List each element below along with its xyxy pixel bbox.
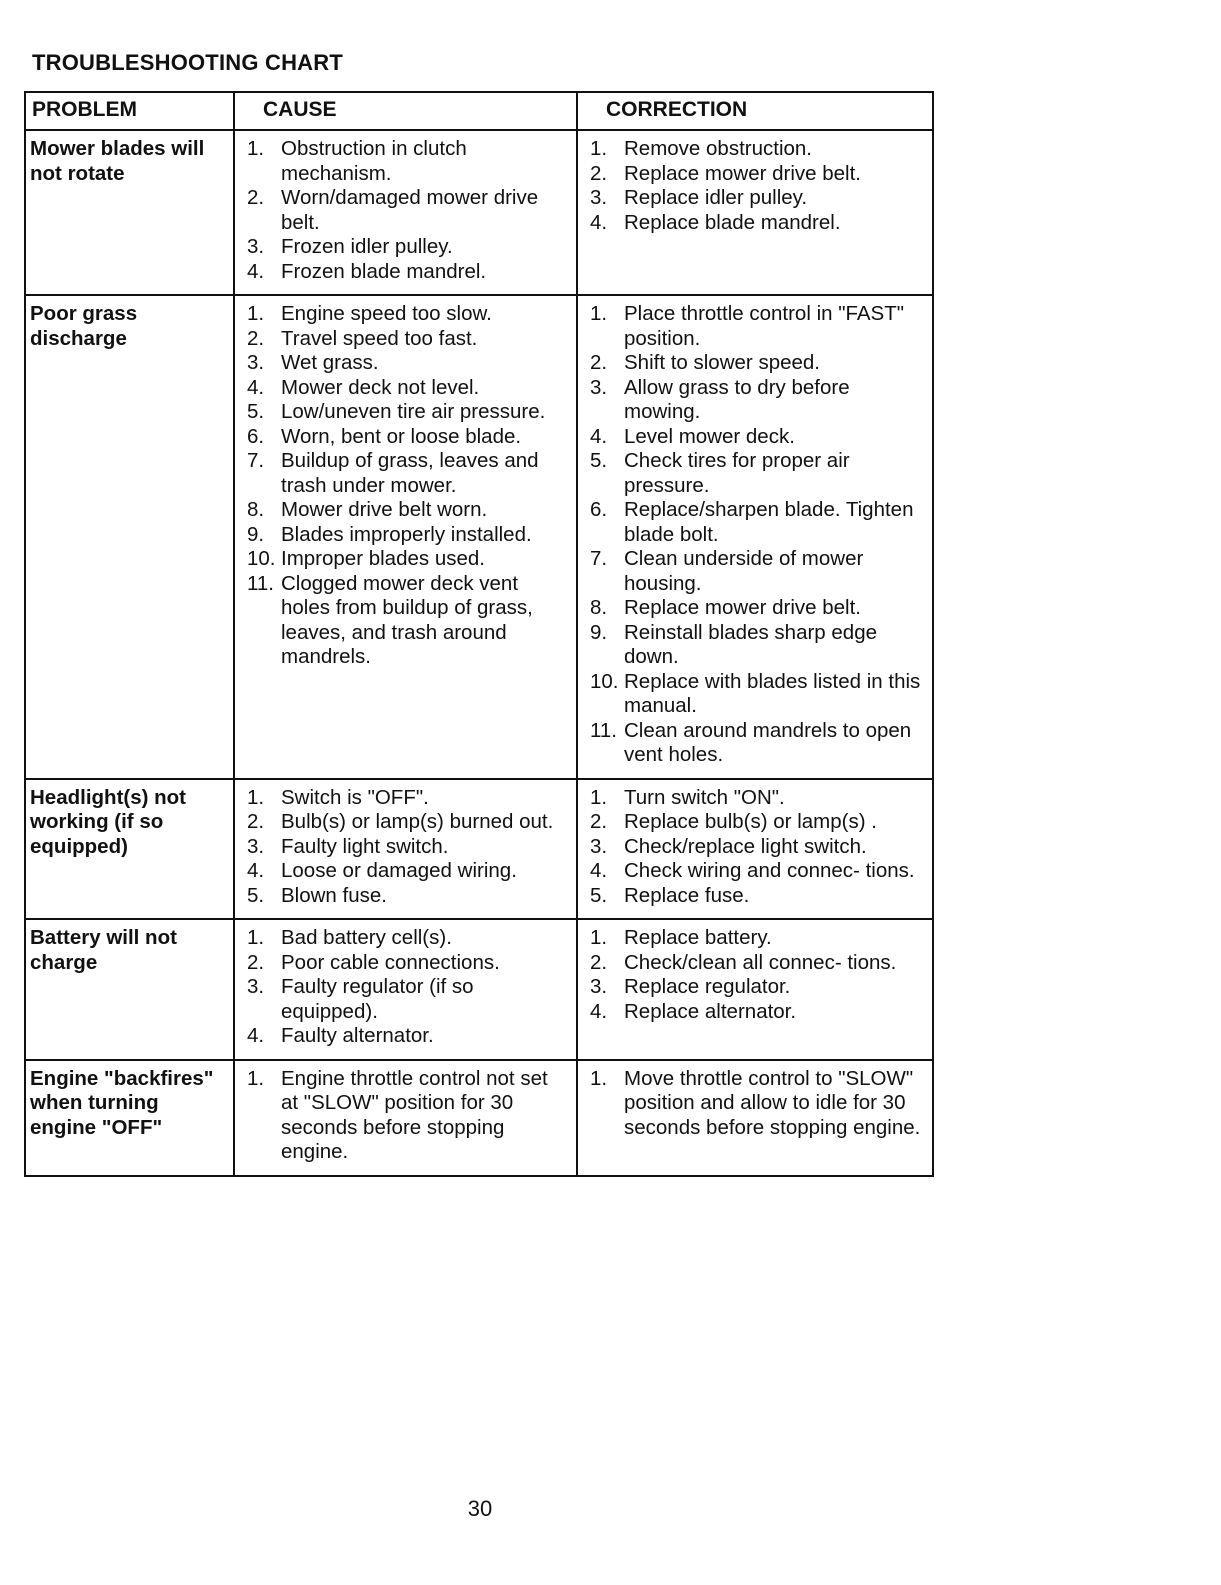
correction-item bbox=[584, 786, 926, 811]
correction-item bbox=[584, 162, 926, 187]
correction-item-number: 4. bbox=[590, 424, 608, 448]
cause-item-text: Worn, bent or loose blade. bbox=[281, 424, 522, 448]
cause-item-text: Mower deck not level. bbox=[281, 375, 480, 399]
cause-item bbox=[241, 302, 570, 327]
correction-item bbox=[584, 137, 926, 162]
correction-item-text: Replace bulb(s) or lamp(s) . bbox=[624, 810, 877, 833]
correction-item bbox=[584, 547, 926, 596]
cause-item-text: Switch is "OFF". bbox=[281, 785, 429, 809]
cause-item-text: Bulb(s) or lamp(s) burned out. bbox=[281, 810, 554, 833]
correction-item-number: 2. bbox=[590, 810, 608, 833]
table-row bbox=[25, 295, 933, 779]
cause-item-number: 5. bbox=[247, 400, 265, 423]
cause-item-text: Faulty alternator. bbox=[281, 1024, 434, 1047]
cause-item bbox=[241, 449, 570, 498]
cause-item-text: Wet grass. bbox=[281, 351, 379, 374]
correction-item-number: 1. bbox=[590, 785, 608, 809]
correction-item-number: 1. bbox=[590, 1066, 608, 1090]
page-number: 30 bbox=[467, 1496, 493, 1521]
cause-item bbox=[241, 186, 570, 235]
cause-item bbox=[241, 859, 570, 884]
correction-item bbox=[584, 621, 926, 670]
cause-item-text: Frozen idler pulley. bbox=[281, 235, 453, 258]
cause-cell bbox=[234, 779, 577, 920]
correction-item bbox=[584, 302, 926, 351]
correction-item bbox=[584, 1000, 926, 1025]
correction-item bbox=[584, 449, 926, 498]
correction-item-number: 8. bbox=[590, 596, 608, 619]
cause-item-text: Mower drive belt worn. bbox=[281, 498, 488, 521]
correction-item bbox=[584, 951, 926, 976]
correction-item-number: 2. bbox=[590, 161, 608, 185]
correction-item-number: 4. bbox=[590, 859, 608, 882]
correction-item-text: Replace idler pulley. bbox=[624, 186, 808, 209]
correction-item-text: Turn switch "ON". bbox=[624, 785, 785, 809]
cause-item bbox=[241, 884, 570, 909]
correction-item-number: 1. bbox=[590, 137, 608, 160]
correction-item-text: Replace mower drive belt. bbox=[624, 596, 861, 619]
correction-item-text: Replace blade mandrel. bbox=[624, 210, 841, 234]
cause-item bbox=[241, 327, 570, 352]
correction-item bbox=[584, 425, 926, 450]
correction-list bbox=[584, 137, 926, 235]
correction-item bbox=[584, 859, 926, 884]
cause-list bbox=[241, 926, 570, 1049]
cause-item-number: 4. bbox=[247, 1024, 265, 1047]
cause-item-text: Blades improperly installed. bbox=[281, 522, 532, 546]
correction-list bbox=[584, 1067, 926, 1141]
cause-item bbox=[241, 400, 570, 425]
correction-item bbox=[584, 975, 926, 1000]
table-row bbox=[25, 1060, 933, 1176]
correction-item-text: Replace with blades listed in this manual. bbox=[624, 669, 921, 717]
correction-item-text: Clean around mandrels to open vent holes. bbox=[624, 718, 912, 766]
cause-cell bbox=[234, 919, 577, 1060]
cause-item-text: Clogged mower deck vent holes from buildup of grass, leaves, and trash around mandrels. bbox=[281, 571, 533, 668]
cause-item-number: 2. bbox=[247, 810, 265, 833]
cause-item bbox=[241, 786, 570, 811]
cause-list bbox=[241, 137, 570, 284]
correction-item-text: Replace mower drive belt. bbox=[624, 161, 861, 185]
header-row bbox=[25, 92, 933, 130]
cause-item bbox=[241, 260, 570, 285]
correction-item-number: 3. bbox=[590, 375, 608, 399]
cause-item-text: Loose or damaged wiring. bbox=[281, 859, 517, 882]
cause-item-text: Travel speed too fast. bbox=[281, 326, 478, 350]
cause-item-number: 1. bbox=[247, 785, 265, 809]
header-problem: PROBLEM bbox=[25, 92, 234, 130]
header-correction: CORRECTION bbox=[577, 92, 933, 130]
correction-item bbox=[584, 1067, 926, 1141]
correction-item-number: 4. bbox=[590, 210, 608, 234]
correction-item-text: Replace fuse. bbox=[624, 883, 750, 907]
correction-item-text: Remove obstruction. bbox=[624, 137, 813, 160]
correction-item-number: 11. bbox=[590, 718, 617, 742]
correction-cell bbox=[577, 919, 933, 1060]
correction-cell bbox=[577, 1060, 933, 1176]
correction-item-number: 3. bbox=[590, 186, 608, 209]
cause-item bbox=[241, 137, 570, 186]
correction-item-number: 6. bbox=[590, 498, 608, 521]
cause-item bbox=[241, 951, 570, 976]
cause-item-text: Blown fuse. bbox=[281, 883, 387, 907]
correction-cell bbox=[577, 779, 933, 920]
correction-item-text: Check/replace light switch. bbox=[624, 834, 867, 858]
cause-item bbox=[241, 425, 570, 450]
correction-item bbox=[584, 810, 926, 835]
cause-item-number: 2. bbox=[247, 186, 265, 209]
cause-item-number: 1. bbox=[247, 1066, 265, 1090]
correction-item-number: 1. bbox=[590, 926, 608, 949]
problem-cell: Battery will not charge bbox=[25, 919, 234, 1060]
cause-item bbox=[241, 810, 570, 835]
correction-item bbox=[584, 670, 926, 719]
correction-item-text: Check/clean all connec- tions. bbox=[624, 950, 897, 974]
cause-item-number: 4. bbox=[247, 375, 265, 399]
correction-item bbox=[584, 884, 926, 909]
cause-item-text: Faulty regulator (if so equipped). bbox=[281, 975, 474, 1023]
cause-item bbox=[241, 351, 570, 376]
cause-item bbox=[241, 523, 570, 548]
correction-item-text: Replace battery. bbox=[624, 926, 772, 949]
cause-item-text: Engine speed too slow. bbox=[281, 302, 492, 325]
table-row bbox=[25, 779, 933, 920]
cause-cell bbox=[234, 1060, 577, 1176]
cause-item-number: 7. bbox=[247, 449, 265, 472]
cause-item-text: Worn/damaged mower drive belt. bbox=[281, 186, 539, 234]
table-row bbox=[25, 130, 933, 295]
cause-cell bbox=[234, 130, 577, 295]
cause-item bbox=[241, 975, 570, 1024]
cause-item bbox=[241, 1067, 570, 1165]
cause-item bbox=[241, 376, 570, 401]
correction-item-text: Replace regulator. bbox=[624, 975, 791, 998]
correction-item bbox=[584, 926, 926, 951]
table-body bbox=[25, 130, 933, 1176]
correction-item bbox=[584, 596, 926, 621]
cause-list bbox=[241, 1067, 570, 1165]
correction-item-text: Place throttle control in "FAST" position. bbox=[624, 302, 905, 350]
cause-item-number: 11. bbox=[247, 571, 274, 595]
cause-item bbox=[241, 835, 570, 860]
correction-item-text: Replace/sharpen blade. Tighten blade bolt. bbox=[624, 498, 914, 546]
cause-item-text: Low/uneven tire air pressure. bbox=[281, 400, 546, 423]
correction-item bbox=[584, 351, 926, 376]
problem-cell: Headlight(s) not working (if so equipped) bbox=[25, 779, 234, 920]
cause-item bbox=[241, 926, 570, 951]
cause-item bbox=[241, 572, 570, 670]
problem-cell: Poor grass discharge bbox=[25, 295, 234, 779]
correction-item-text: Check tires for proper air pressure. bbox=[624, 449, 850, 497]
cause-list bbox=[241, 302, 570, 670]
correction-list bbox=[584, 926, 926, 1024]
cause-item-text: Frozen blade mandrel. bbox=[281, 259, 487, 283]
cause-item-text: Buildup of grass, leaves and trash under mower. bbox=[281, 449, 539, 497]
cause-item-text: Bad battery cell(s). bbox=[281, 926, 452, 949]
correction-item-number: 7. bbox=[590, 547, 608, 570]
cause-item-number: 2. bbox=[247, 950, 265, 974]
correction-list bbox=[584, 302, 926, 768]
cause-item-text: Improper blades used. bbox=[281, 547, 485, 570]
correction-item bbox=[584, 719, 926, 768]
cause-item-number: 3. bbox=[247, 834, 265, 858]
correction-cell bbox=[577, 295, 933, 779]
header-cause: CAUSE bbox=[234, 92, 577, 130]
correction-item-text: Allow grass to dry before mowing. bbox=[624, 375, 850, 423]
cause-item-number: 1. bbox=[247, 302, 265, 325]
troubleshooting-table bbox=[24, 91, 934, 1177]
problem-cell: Mower blades will not rotate bbox=[25, 130, 234, 295]
cause-item bbox=[241, 235, 570, 260]
cause-item-number: 8. bbox=[247, 498, 265, 521]
correction-item-number: 4. bbox=[590, 999, 608, 1023]
correction-item bbox=[584, 376, 926, 425]
cause-item-number: 10. bbox=[247, 547, 276, 570]
cause-item-number: 3. bbox=[247, 235, 265, 258]
correction-item-text: Clean underside of mower housing. bbox=[624, 547, 864, 595]
correction-item-text: Level mower deck. bbox=[624, 424, 795, 448]
cause-item-text: Poor cable connections. bbox=[281, 950, 500, 974]
cause-item-number: 6. bbox=[247, 424, 265, 448]
cause-item-text: Obstruction in clutch mechanism. bbox=[281, 137, 467, 185]
cause-item-text: Engine throttle control not set at "SLOW" position for 30 seconds before stopping engine. bbox=[281, 1066, 548, 1163]
correction-item-text: Shift to slower speed. bbox=[624, 351, 820, 374]
cause-item-number: 5. bbox=[247, 883, 265, 907]
cause-item-number: 4. bbox=[247, 859, 265, 882]
correction-item bbox=[584, 498, 926, 547]
correction-item-text: Replace alternator. bbox=[624, 999, 797, 1023]
correction-item-number: 3. bbox=[590, 975, 608, 998]
cause-item bbox=[241, 498, 570, 523]
table-row bbox=[25, 919, 933, 1060]
correction-item bbox=[584, 186, 926, 211]
correction-item-number: 1. bbox=[590, 302, 608, 325]
cause-list bbox=[241, 786, 570, 909]
cause-cell bbox=[234, 295, 577, 779]
cause-item bbox=[241, 1024, 570, 1049]
correction-item-text: Reinstall blades sharp edge down. bbox=[624, 620, 877, 668]
correction-item bbox=[584, 211, 926, 236]
correction-item bbox=[584, 835, 926, 860]
cause-item-text: Faulty light switch. bbox=[281, 834, 449, 858]
correction-item-number: 2. bbox=[590, 950, 608, 974]
correction-item-number: 10. bbox=[590, 669, 619, 693]
correction-item-number: 3. bbox=[590, 834, 608, 858]
correction-item-text: Move throttle control to "SLOW" position and allow to idle for 30 seconds before stopping engine. bbox=[624, 1066, 921, 1139]
cause-item bbox=[241, 547, 570, 572]
cause-item-number: 3. bbox=[247, 975, 265, 998]
cause-item-number: 9. bbox=[247, 522, 265, 546]
correction-item-number: 9. bbox=[590, 620, 608, 644]
correction-list bbox=[584, 786, 926, 909]
cause-item-number: 2. bbox=[247, 326, 265, 350]
cause-item-number: 4. bbox=[247, 259, 265, 283]
correction-item-text: Check wiring and connec- tions. bbox=[624, 859, 915, 882]
cause-item-number: 1. bbox=[247, 137, 265, 160]
cause-item-number: 3. bbox=[247, 351, 265, 374]
chart-title: TROUBLESHOOTING CHART bbox=[32, 50, 343, 75]
correction-item-number: 5. bbox=[590, 883, 608, 907]
problem-cell: Engine "backfires" when turning engine "OFF" bbox=[25, 1060, 234, 1176]
correction-cell bbox=[577, 130, 933, 295]
correction-item-number: 2. bbox=[590, 351, 608, 374]
correction-item-number: 5. bbox=[590, 449, 608, 472]
cause-item-number: 1. bbox=[247, 926, 265, 949]
